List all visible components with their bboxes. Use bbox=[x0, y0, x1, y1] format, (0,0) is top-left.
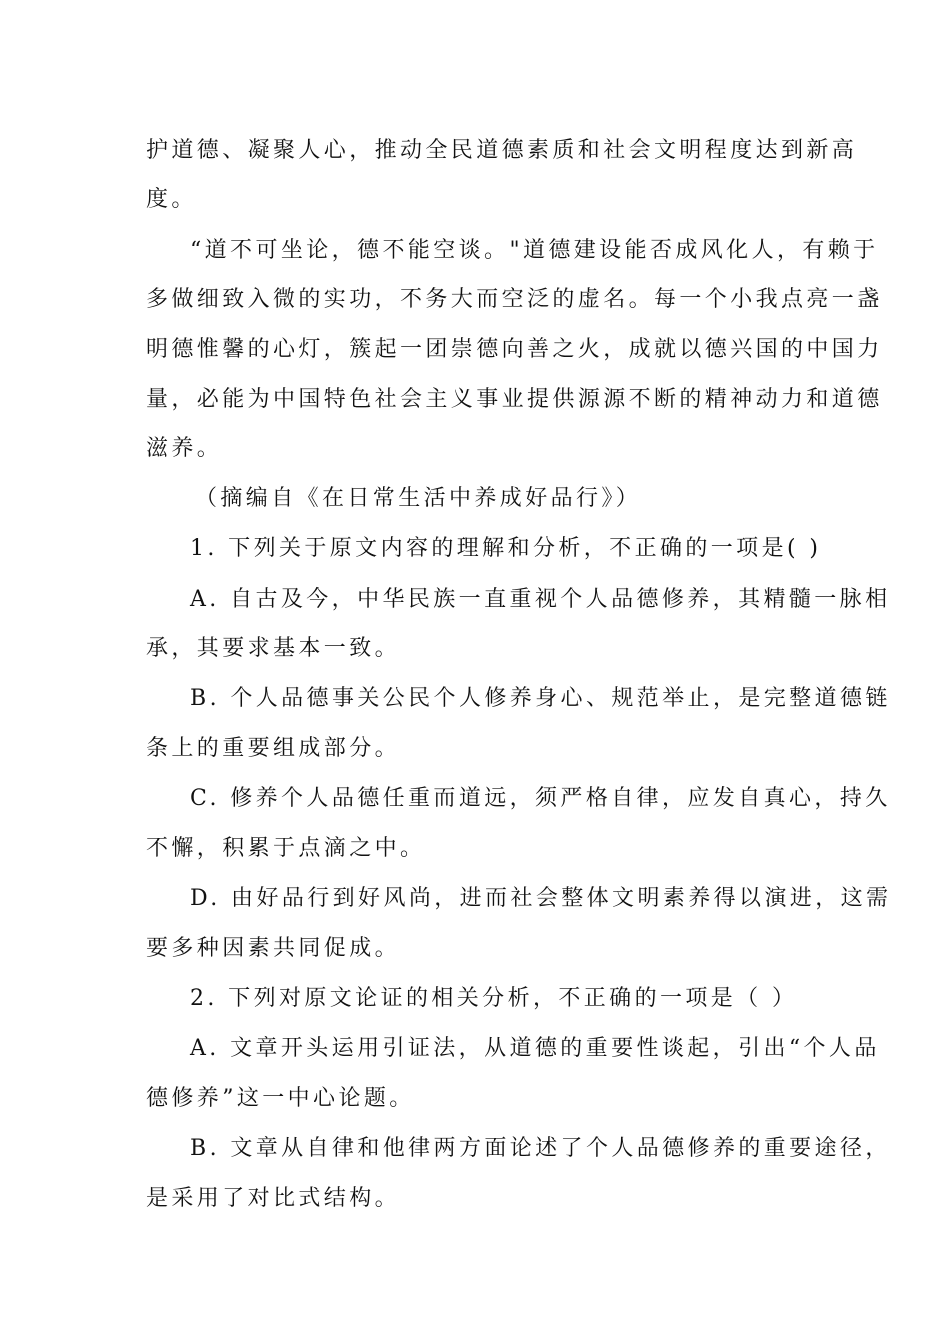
question-1-option-c: C. 修养个人品德任重而道远，须严格自律，应发自真心，持久 bbox=[190, 786, 891, 811]
paragraph-line: 明德惟馨的心灯，簇起一团崇德向善之火，成就以德兴国的中国力 bbox=[146, 337, 883, 362]
source-citation: （摘编自《在日常生活中养成好品行》） bbox=[195, 486, 642, 511]
paragraph-line: 多做细致入微的实功，不务大而空泛的虚名。每一个小我点亮一盏 bbox=[146, 287, 883, 312]
question-2-option-a: A. 文章开头运用引证法，从道德的重要性谈起，引出“个人品 bbox=[190, 1036, 880, 1061]
question-2-stem: 2. 下列对原文论证的相关分析，不正确的一项是（ ） bbox=[190, 986, 798, 1011]
question-1-option-d: D. 由好品行到好风尚，进而社会整体文明素养得以演进，这需 bbox=[190, 886, 892, 911]
paragraph-line: 度。 bbox=[146, 187, 197, 212]
paragraph-line: 滋养。 bbox=[146, 436, 223, 461]
question-1-option-d-cont: 要多种因素共同促成。 bbox=[146, 936, 401, 961]
paragraph-line: 量，必能为中国特色社会主义事业提供源源不断的精神动力和道德 bbox=[146, 387, 883, 412]
question-1-option-b-cont: 条上的重要组成部分。 bbox=[146, 736, 401, 761]
question-1-option-a: A. 自古及今，中华民族一直重视个人品德修养，其精髓一脉相 bbox=[190, 587, 891, 612]
question-1-option-c-cont: 不懈，积累于点滴之中。 bbox=[146, 836, 426, 861]
question-1-stem: 1. 下列关于原文内容的理解和分析，不正确的一项是( ) bbox=[190, 536, 822, 561]
paragraph-line: 护道德、凝聚人心，推动全民道德素质和社会文明程度达到新高 bbox=[146, 138, 858, 163]
question-2-option-b: B. 文章从自律和他律两方面论述了个人品德修养的重要途径， bbox=[190, 1136, 891, 1161]
question-1-option-a-cont: 承，其要求基本一致。 bbox=[146, 636, 401, 661]
question-2-option-b-cont: 是采用了对比式结构。 bbox=[146, 1186, 401, 1211]
paragraph-line: “道不可坐论，德不能空谈。"道德建设能否成风化人，有赖于 bbox=[190, 238, 879, 263]
question-2-option-a-cont: 德修养”这一中心论题。 bbox=[146, 1086, 415, 1111]
question-1-option-b: B. 个人品德事关公民个人修养身心、规范举止，是完整道德链 bbox=[190, 686, 891, 711]
